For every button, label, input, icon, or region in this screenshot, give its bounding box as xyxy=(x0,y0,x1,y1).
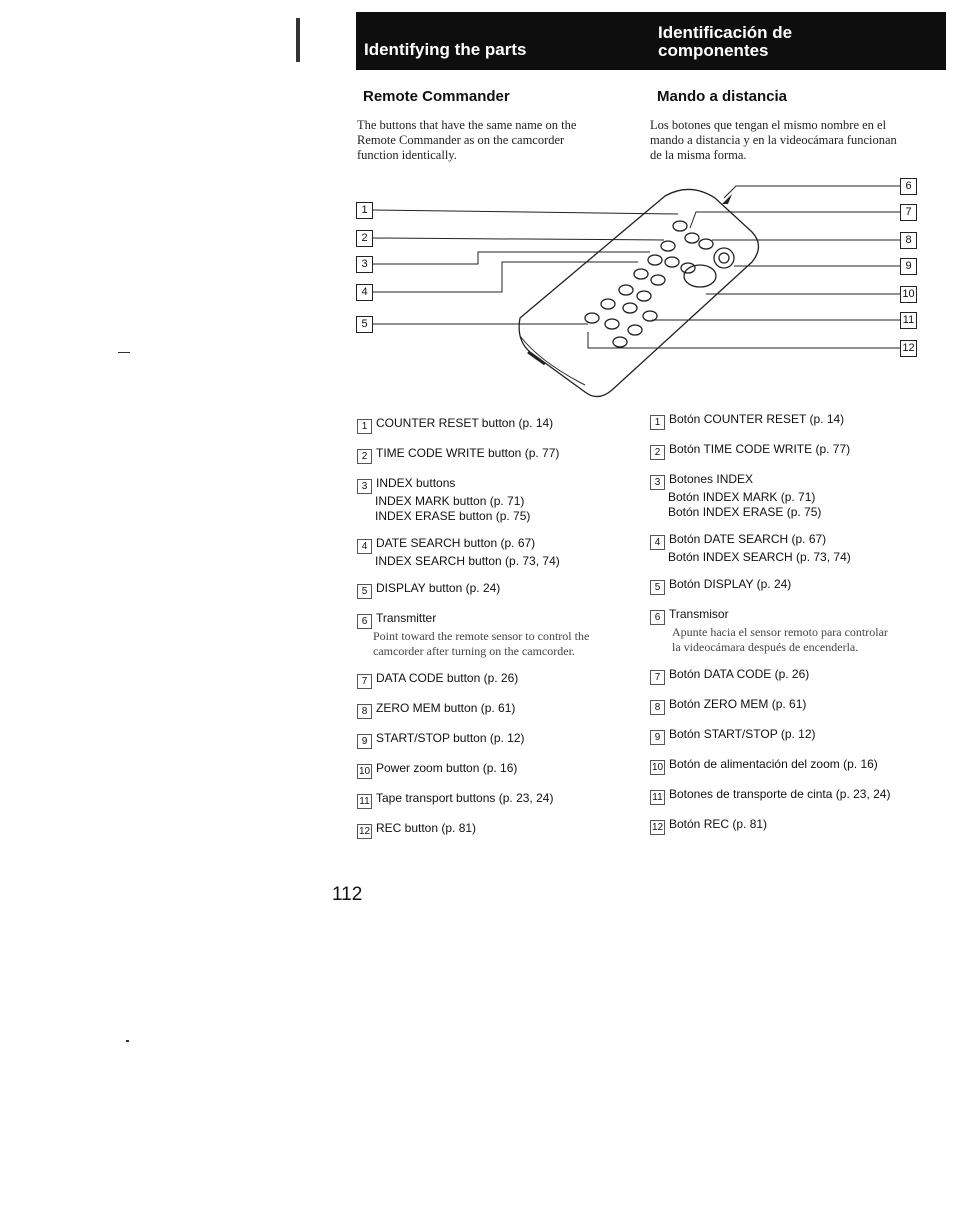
item-label: DATE SEARCH button (p. 67) xyxy=(376,536,536,550)
remote-button xyxy=(613,337,627,347)
item-number: 8 xyxy=(650,700,665,715)
intro-es-line: de la misma forma. xyxy=(650,148,747,162)
item-number: 3 xyxy=(357,479,372,494)
item-number: 4 xyxy=(650,535,665,550)
item-label: Botón DATE SEARCH (p. 67) xyxy=(669,532,827,546)
list-item xyxy=(357,761,647,779)
list-item xyxy=(357,446,647,464)
remote-button xyxy=(619,285,633,295)
callout-4: 4 xyxy=(356,284,373,301)
callout-5: 5 xyxy=(356,316,373,333)
item-number: 9 xyxy=(357,734,372,749)
item-label: Botón de alimentación del zoom (p. 16) xyxy=(669,757,878,771)
item-description: Point toward the remote sensor to control the xyxy=(373,629,590,643)
callout-11: 11 xyxy=(900,312,917,329)
item-label: Botones INDEX xyxy=(669,472,754,486)
item-label: Botón COUNTER RESET (p. 14) xyxy=(669,412,845,426)
item-number: 2 xyxy=(650,445,665,460)
list-item xyxy=(650,817,940,835)
remote-button xyxy=(601,299,615,309)
item-label: START/STOP button (p. 12) xyxy=(376,731,525,745)
item-sublabel: INDEX MARK button (p. 71) xyxy=(375,494,525,508)
list-item xyxy=(650,787,940,805)
scan-artifact xyxy=(296,18,300,62)
item-number: 11 xyxy=(650,790,665,805)
remote-button xyxy=(648,255,662,265)
intro-es-line: mando a distancia y en la videocámara funcionan xyxy=(650,133,897,147)
item-sublabel: Botón INDEX ERASE (p. 75) xyxy=(668,505,822,519)
item-label: Transmitter xyxy=(376,611,437,625)
header-title-en: Identifying the parts xyxy=(364,40,527,59)
list-item xyxy=(650,697,940,715)
item-number: 7 xyxy=(357,674,372,689)
scan-artifact xyxy=(118,352,130,353)
item-number: 4 xyxy=(357,539,372,554)
list-item xyxy=(357,581,647,599)
item-label: Transmisor xyxy=(669,607,729,621)
list-item xyxy=(650,667,940,685)
item-label: Botón START/STOP (p. 12) xyxy=(669,727,816,741)
callout-7: 7 xyxy=(900,204,917,221)
item-description: la videocámara después de encenderla. xyxy=(672,640,859,654)
item-label: REC button (p. 81) xyxy=(376,821,477,835)
item-label: ZERO MEM button (p. 61) xyxy=(376,701,516,715)
item-number: 3 xyxy=(650,475,665,490)
item-label: Botón ZERO MEM (p. 61) xyxy=(669,697,807,711)
item-sublabel: INDEX ERASE button (p. 75) xyxy=(375,509,531,523)
item-label: Botón DISPLAY (p. 24) xyxy=(669,577,792,591)
item-number: 5 xyxy=(650,580,665,595)
item-label: Tape transport buttons (p. 23, 24) xyxy=(376,791,554,805)
remote-button xyxy=(605,319,619,329)
list-item xyxy=(357,536,647,569)
intro-en-line: The buttons that have the same name on the xyxy=(357,118,577,132)
intro-en-line: Remote Commander as on the camcorder xyxy=(357,133,565,147)
list-item xyxy=(357,701,647,719)
item-sublabel: Botón INDEX MARK (p. 71) xyxy=(668,490,816,504)
item-number: 7 xyxy=(650,670,665,685)
remote-button xyxy=(665,257,679,267)
scan-artifact xyxy=(126,1040,129,1042)
remote-button xyxy=(637,291,651,301)
item-label: TIME CODE WRITE button (p. 77) xyxy=(376,446,560,460)
remote-button xyxy=(651,275,665,285)
item-sublabel: INDEX SEARCH button (p. 73, 74) xyxy=(375,554,560,568)
list-item xyxy=(357,611,647,659)
item-number: 10 xyxy=(358,766,371,777)
list-item xyxy=(357,821,647,839)
section-title-es: Mando a distancia xyxy=(657,88,788,105)
section-title-en: Remote Commander xyxy=(363,88,510,105)
item-number: 8 xyxy=(357,704,372,719)
item-label: Botón TIME CODE WRITE (p. 77) xyxy=(669,442,851,456)
item-number: 2 xyxy=(357,449,372,464)
list-item xyxy=(650,442,940,460)
item-number: 1 xyxy=(650,415,665,430)
page-number: 112 xyxy=(332,884,363,905)
item-label: Power zoom button (p. 16) xyxy=(376,761,518,775)
start-stop-button xyxy=(714,248,734,268)
callout-12: 12 xyxy=(900,340,917,357)
item-label: DISPLAY button (p. 24) xyxy=(376,581,501,595)
item-number: 9 xyxy=(650,730,665,745)
remote-button xyxy=(673,221,687,231)
item-sublabel: Botón INDEX SEARCH (p. 73, 74) xyxy=(668,550,851,564)
item-number: 5 xyxy=(357,584,372,599)
item-number: 6 xyxy=(650,610,665,625)
power-zoom-button xyxy=(684,265,716,287)
item-number: 12 xyxy=(358,826,371,837)
remote-button xyxy=(634,269,648,279)
callout-6: 6 xyxy=(900,178,917,195)
item-number: 11 xyxy=(357,794,372,809)
callout-3: 3 xyxy=(356,256,373,273)
item-number: 1 xyxy=(357,419,372,434)
item-label: Botón REC (p. 81) xyxy=(669,817,768,831)
list-item xyxy=(650,607,940,655)
list-item xyxy=(650,412,940,430)
item-label: INDEX buttons xyxy=(376,476,456,490)
item-label: Botón DATA CODE (p. 26) xyxy=(669,667,810,681)
intro-es-line: Los botones que tengan el mismo nombre en el xyxy=(650,118,887,132)
item-label: COUNTER RESET button (p. 14) xyxy=(376,416,554,430)
remote-button xyxy=(699,239,713,249)
callout-9: 9 xyxy=(900,258,917,275)
callout-1: 1 xyxy=(356,202,373,219)
item-description: camcorder after turning on the camcorder. xyxy=(373,644,575,658)
remote-button xyxy=(661,241,675,251)
list-item xyxy=(357,416,647,434)
list-item xyxy=(357,791,647,809)
item-description: Apunte hacia el sensor remoto para controlar xyxy=(672,625,888,639)
intro-en-line: function identically. xyxy=(357,148,457,162)
item-label: Botones de transporte de cinta (p. 23, 24) xyxy=(669,787,891,801)
list-item xyxy=(650,532,940,565)
remote-button xyxy=(628,325,642,335)
list-item xyxy=(357,671,647,689)
list-item xyxy=(357,476,647,524)
item-label: DATA CODE button (p. 26) xyxy=(376,671,519,685)
remote-button xyxy=(623,303,637,313)
item-number: 10 xyxy=(651,762,664,773)
remote-commander-illustration xyxy=(0,0,954,420)
remote-button xyxy=(685,233,699,243)
item-number: 6 xyxy=(357,614,372,629)
remote-button xyxy=(585,313,599,323)
callout-2: 2 xyxy=(356,230,373,247)
list-item xyxy=(650,577,940,595)
header-title-es-line2: componentes xyxy=(658,41,769,60)
item-number: 12 xyxy=(651,822,664,833)
list-item xyxy=(650,727,940,745)
list-item xyxy=(650,757,940,775)
list-item xyxy=(650,472,940,520)
list-item xyxy=(357,731,647,749)
header-title-es-line1: Identificación de xyxy=(658,23,793,42)
callout-8: 8 xyxy=(900,232,917,249)
callout-10: 10 xyxy=(900,286,917,303)
